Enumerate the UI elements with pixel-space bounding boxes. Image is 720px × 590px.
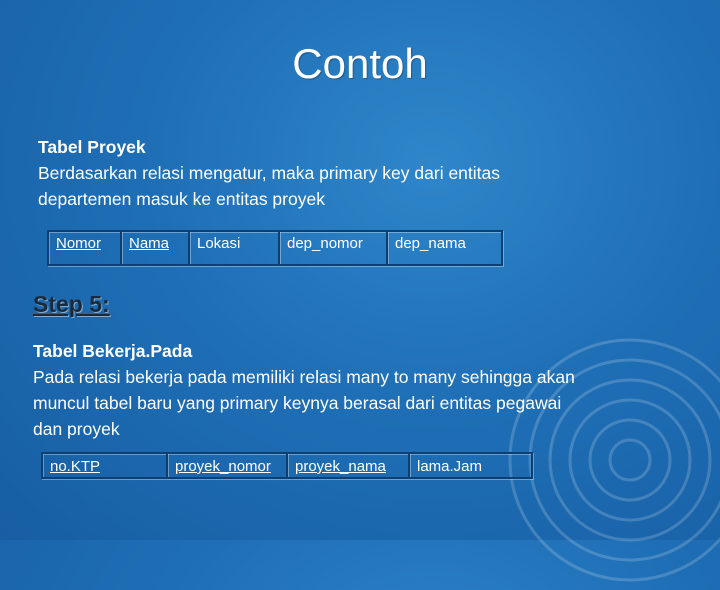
section-bekerja-pada [33, 338, 693, 442]
section-bekerja-pada-line-1: Pada relasi bekerja pada memiliki relasi many to many sehingga akan [33, 367, 575, 387]
proyek-column-nama: Nama [122, 232, 190, 264]
bekerja-pada-column-lama-jam: lama.Jam [417, 458, 483, 475]
section-proyek-line-2: departemen masuk ke entitas proyek [38, 189, 325, 209]
section-bekerja-pada-line-2: muncul tabel baru yang primary keynya berasal dari entitas pegawai [33, 393, 562, 413]
section-proyek [38, 134, 678, 212]
section-proyek-heading: Tabel Proyek [38, 137, 146, 157]
proyek-column-nomor: Nomor [49, 232, 122, 264]
bekerja-pada-column-no-ktp: no.KTP [43, 454, 168, 477]
section-bekerja-pada-line-3: dan proyek [33, 419, 120, 439]
proyek-column-lokasi: Lokasi [190, 232, 280, 264]
section-bekerja-pada-heading: Tabel Bekerja.Pada [33, 341, 193, 361]
bekerja-pada-column-proyek-nama: proyek_nama [288, 454, 410, 477]
slide-title: Contoh [292, 40, 428, 87]
bekerja-pada-table [41, 452, 533, 479]
proyek-column-dep-nama: dep_nama [395, 235, 466, 252]
step-heading: Step 5: [33, 291, 110, 317]
bekerja-pada-column-proyek-nomor: proyek_nomor [168, 454, 288, 477]
proyek-table [47, 230, 503, 266]
proyek-column-dep-nomor: dep_nomor [280, 232, 388, 264]
section-proyek-line-1: Berdasarkan relasi mengatur, maka primary key dari entitas [38, 163, 501, 183]
